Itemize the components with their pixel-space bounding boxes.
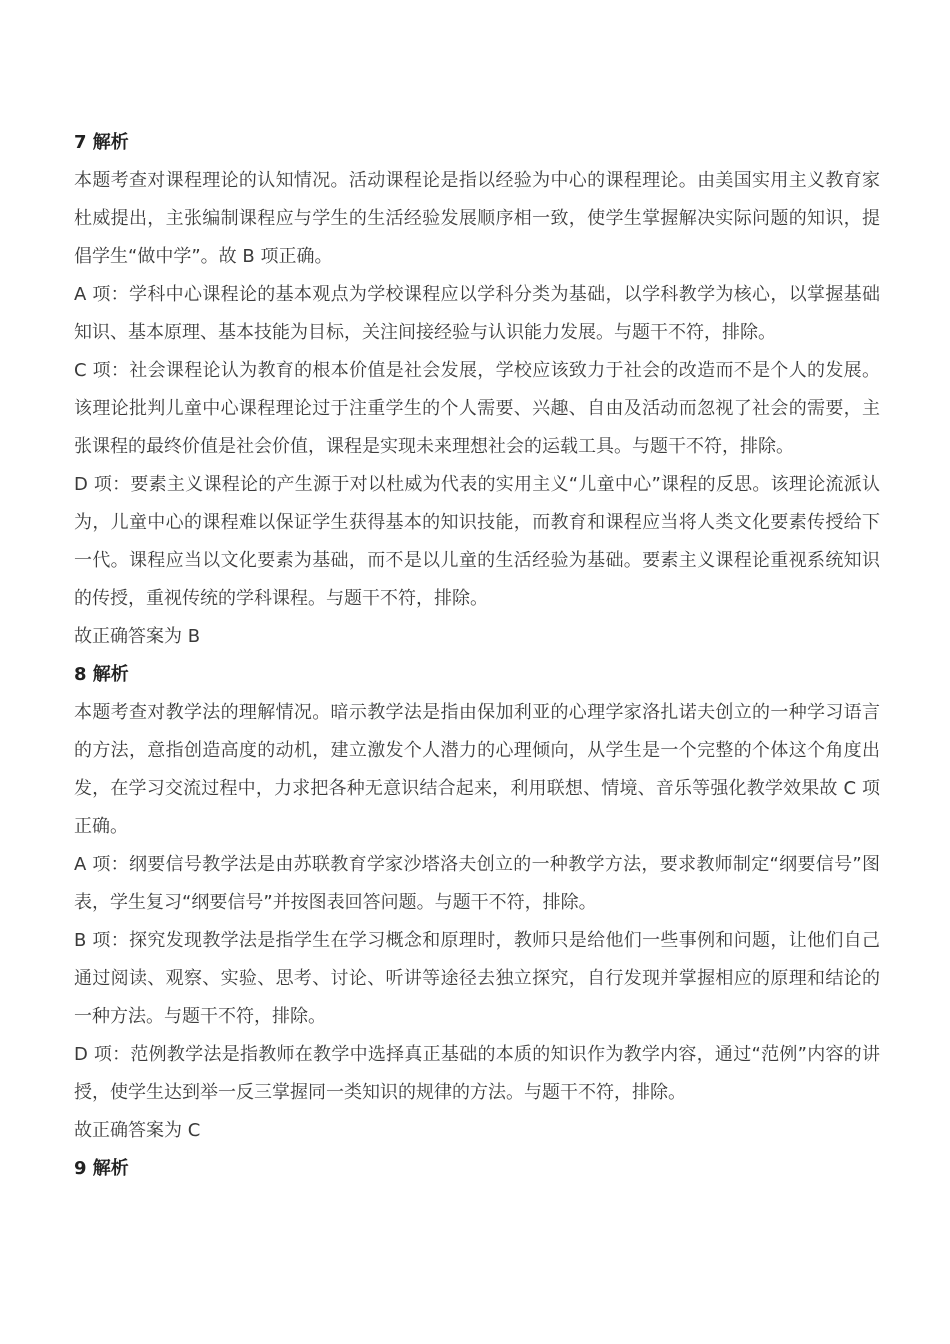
paragraph: A 项：学科中心课程论的基本观点为学校课程应以学科分类为基础，以学科教学为核心，以掌握基础知识、基本原理、基本技能为目标，关注间接经验与认识能力发展。与题干不符，排除。 — [74, 284, 880, 343]
explanation-section-8 — [74, 656, 880, 1150]
section-heading: 8 解析 — [74, 664, 129, 685]
explanation-section-7 — [74, 124, 880, 656]
paragraph: D 项：要素主义课程论的产生源于对以杜威为代表的实用主义“儿童中心”课程的反思。该理论流派认为，儿童中心的课程难以保证学生获得基本的知识技能，而教育和课程应当将人类文化要素传授给下一代。课程应当以文化要素为基础，而不是以儿童的生活经验为基础。要素主义课程论重视系统知识的传授，重视传统的学科课程。与题干不符，排除。 — [74, 474, 880, 609]
paragraph: C 项：社会课程论认为教育的根本价值是社会发展，学校应该致力于社会的改造而不是个人的发展。该理论批判儿童中心课程理论过于注重学生的个人需要、兴趣、自由及活动而忽视了社会的需要，主张课程的最终价值是社会价值，课程是实现未来理想社会的运载工具。与题干不符，排除。 — [74, 360, 880, 457]
paragraph: 本题考查对教学法的理解情况。暗示教学法是指由保加利亚的心理学家洛扎诺夫创立的一种学习语言的方法，意指创造高度的动机，建立激发个人潜力的心理倾向，从学生是一个完整的个体这个角度出发，在学习交流过程中，力求把各种无意识结合起来，利用联想、情境、音乐等强化教学效果故 C 项正确。 — [74, 702, 880, 837]
paragraph: 本题考查对课程理论的认知情况。活动课程论是指以经验为中心的课程理论。由美国实用主义教育家杜威提出，主张编制课程应与学生的生活经验发展顺序相一致，使学生掌握解决实际问题的知识，提倡学生“做中学”。故 B 项正确。 — [74, 170, 880, 267]
explanation-section-9 — [74, 1150, 880, 1188]
document-body — [74, 124, 880, 1188]
paragraph: B 项：探究发现教学法是指学生在学习概念和原理时，教师只是给他们一些事例和问题，让他们自己通过阅读、观察、实验、思考、讨论、听讲等途径去独立探究，自行发现并掌握相应的原理和结论的一种方法。与题干不符，排除。 — [74, 930, 880, 1027]
answer-line: 故正确答案为 B — [74, 626, 201, 647]
section-heading: 9 解析 — [74, 1158, 129, 1179]
paragraph: D 项：范例教学法是指教师在教学中选择真正基础的本质的知识作为教学内容，通过“范例”内容的讲授，使学生达到举一反三掌握同一类知识的规律的方法。与题干不符，排除。 — [74, 1044, 880, 1103]
section-heading: 7 解析 — [74, 132, 129, 153]
paragraph: A 项：纲要信号教学法是由苏联教育学家沙塔洛夫创立的一种教学方法，要求教师制定“纲要信号”图表，学生复习“纲要信号”并按图表回答问题。与题干不符，排除。 — [74, 854, 880, 913]
answer-line: 故正确答案为 C — [74, 1120, 201, 1141]
